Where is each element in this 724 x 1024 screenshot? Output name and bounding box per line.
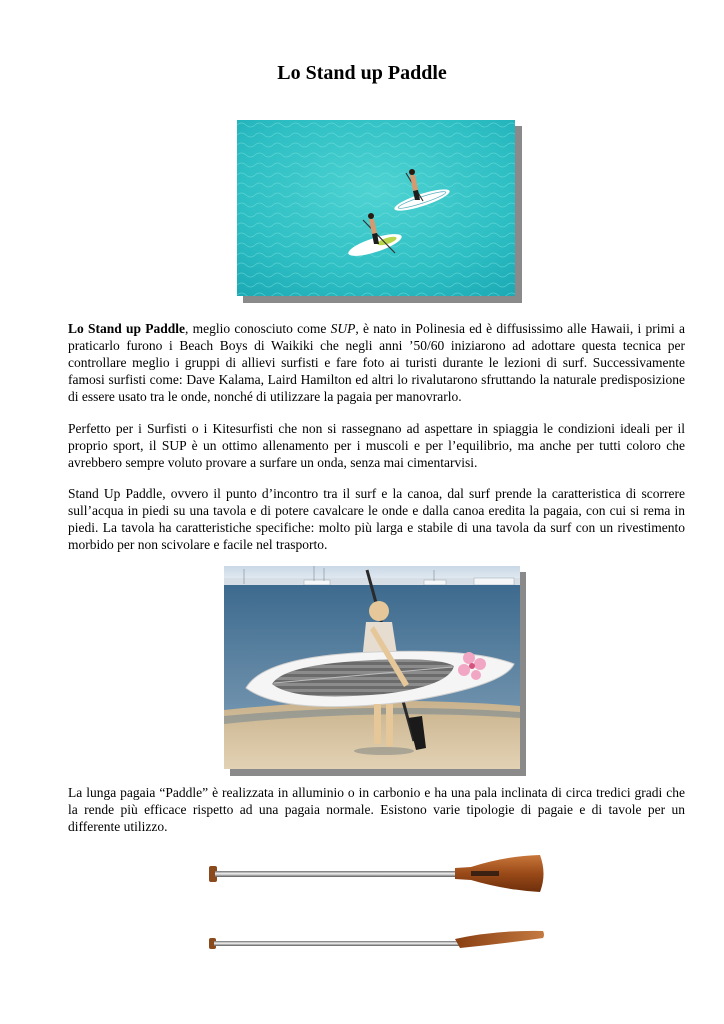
intro-sup-term: SUP [330, 321, 356, 336]
surfers-paragraph: Perfetto per i Surfisti o i Kitesurfisti che non si rassegnano ad aspettare in spiaggia le condizioni ideali per il proprio sport, il SUP è un ottimo allenamento per i muscoli e per l’equilibrio, ma anche per tutti coloro che avrebbero sempre voluto provare a surfare un onda, senza mai cimentarvisi. [68, 421, 685, 470]
aerial-paddlers-image [237, 120, 515, 296]
woman-carrying-board-photo [224, 566, 520, 769]
intro-text-2: , è nato in Polinesia ed è diffusissimo alle Hawaii, i primi a praticarlo furono i Beach Boys di Waikiki che negli anni ’50/60 iniziarono ad adottare questa tecnica per controllare meglio i gruppi di allievi surfisti e fare foto ai turisti durante le lezioni di surf. Successivamente famosi surfisti come: Dave Kalama, Laird Hamilton ed altri lo rivalutarono sfruttando la naturale predisposizione di essere usato tra le onde, nonché di utilizzare la pagaia per manovrarlo. [68, 321, 685, 404]
intro-paragraph [68, 320, 685, 405]
board-carry-image [224, 566, 520, 769]
intro-text-1: , meglio conosciuto come [185, 321, 331, 336]
paddle-paragraph: La lunga pagaia “Paddle” è realizzata in alluminio o in carbonio e ha una pala inclinata di circa tredici gradi che la rende più efficace rispetto ad una pagaia normale. Esistono varie tipologie di pagaie e di tavole per un differente utilizzo. [68, 785, 685, 834]
definition-paragraph: Stand Up Paddle, ovvero il punto d’incontro tra il surf e la canoa, dal surf prende la caratteristica di scorrere sull’acqua in piedi su una tavola e di potere cavalcare le onde e dalla canoa eredita la pagaia, con cui si rema in piedi. La tavola ha caratteristiche specifiche: molto più larga e stabile di una tavola da surf con un rivestimento morbido per non scivolare e facile nel trasporto. [68, 486, 685, 552]
page-title: Lo Stand up Paddle [277, 62, 447, 84]
aerial-paddlers-photo [237, 120, 515, 296]
wooden-blade-paddle-illustration [205, 852, 547, 894]
intro-lead: Lo Stand up Paddle [68, 321, 186, 336]
slim-blade-paddle-illustration [205, 926, 547, 952]
